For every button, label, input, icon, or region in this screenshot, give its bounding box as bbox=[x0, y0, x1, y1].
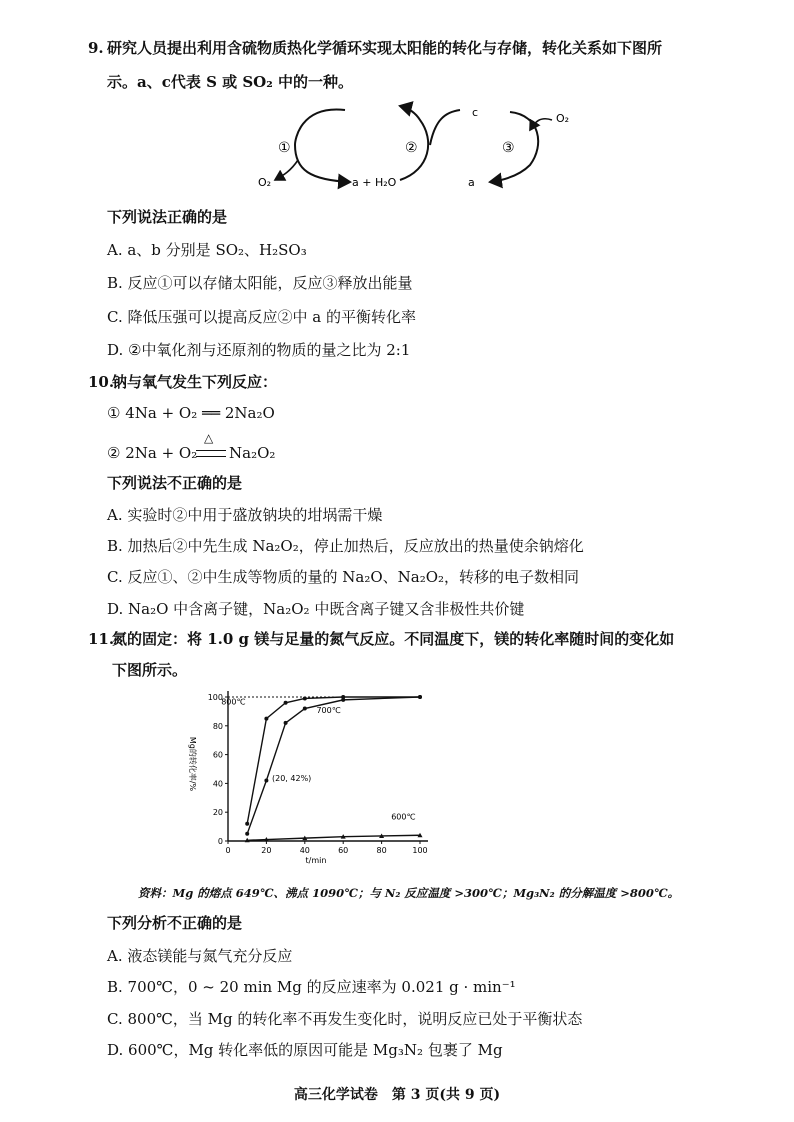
x-tick-label: 40 bbox=[299, 846, 310, 855]
step1-label: ① bbox=[278, 140, 291, 156]
q9-stem-line2: 示。a、c代表 S 或 SO₂ 中的一种。 bbox=[107, 73, 354, 91]
q10-option-d: D. Na₂O 中含离子键，Na₂O₂ 中既含离子键又含非极性共价键 bbox=[107, 600, 525, 618]
q11-prompt: 下列分析不正确的是 bbox=[107, 914, 243, 932]
q11-number: 11. bbox=[88, 630, 115, 648]
step2-label: ② bbox=[405, 140, 418, 156]
q10-option-b: B. 加热后②中先生成 Na₂O₂，停止加热后，反应放出的热量使余钠熔化 bbox=[107, 537, 584, 555]
x-axis-label: t/min bbox=[305, 856, 327, 865]
q11-option-c: C. 800℃，当 Mg 的转化率不再发生变化时，说明反应已处于平衡状态 bbox=[107, 1010, 583, 1028]
q10-number: 10. bbox=[88, 373, 115, 391]
chart-series bbox=[221, 695, 422, 842]
q11-option-a: A. 液态镁能与氮气充分反应 bbox=[107, 947, 293, 965]
x-tick-label: 80 bbox=[376, 846, 387, 855]
series-line-2 bbox=[247, 835, 420, 840]
point-annotation: (20, 42%) bbox=[272, 774, 312, 783]
y-tick-label: 80 bbox=[212, 721, 223, 731]
x-tick-label: 100 bbox=[412, 846, 428, 855]
data-point bbox=[264, 779, 268, 783]
series-label: 700℃ bbox=[316, 705, 341, 715]
q11-option-b: B. 700℃，0 ~ 20 min Mg 的反应速率为 0.021 g · min⁻¹ bbox=[107, 978, 516, 996]
q9-option-b: B. 反应①可以存储太阳能，反应③释放出能量 bbox=[107, 274, 413, 292]
y-tick-label: 100 bbox=[207, 693, 223, 702]
q9-cycle-diagram bbox=[240, 100, 580, 200]
y-tick-label: 60 bbox=[212, 750, 223, 760]
data-point bbox=[341, 698, 345, 702]
q9-prompt: 下列说法正确的是 bbox=[107, 208, 228, 226]
y-tick-label: 20 bbox=[212, 808, 223, 818]
y-tick-labels bbox=[208, 693, 228, 846]
data-point bbox=[303, 707, 307, 711]
x-tick-label: 0 bbox=[225, 846, 231, 855]
q10-reaction-2-equals bbox=[196, 450, 226, 457]
page-footer: 高三化学试卷 第 3 页(共 9 页) bbox=[293, 1087, 501, 1103]
cycle1-arrow bbox=[295, 110, 350, 182]
q11-data-note: 资料：Mg 的熔点 649℃、沸点 1090℃；与 N₂ 反应温度 >300℃；Mg₃N₂ 的分解温度 >800℃。 bbox=[138, 886, 680, 900]
step3-label: ③ bbox=[502, 140, 515, 156]
q9-option-a: A. a、b 分别是 SO₂、H₂SO₃ bbox=[107, 241, 307, 259]
y-tick-label: 40 bbox=[212, 779, 223, 789]
series-label: 800℃ bbox=[221, 697, 246, 707]
mg-conversion-chart bbox=[180, 683, 450, 865]
a-right-label: a bbox=[468, 176, 475, 189]
q9-option-c: C. 降低压强可以提高反应②中 a 的平衡转化率 bbox=[107, 308, 416, 326]
o2-input-arrow bbox=[530, 119, 552, 130]
data-point bbox=[245, 822, 249, 826]
q10-reaction-1: ① 4Na + O₂ ══ 2Na₂O bbox=[107, 404, 275, 422]
q10-reaction-2-right: Na₂O₂ bbox=[229, 444, 276, 462]
data-point bbox=[245, 832, 249, 836]
data-point bbox=[284, 721, 288, 725]
q11-stem-line1: 氮的固定：将 1.0 g 镁与足量的氮气反应。不同温度下，镁的转化率随时间的变化如 bbox=[112, 630, 675, 648]
q9-stem-line1: 研究人员提出利用含硫物质热化学循环实现太阳能的转化与存储，转化关系如下图所 bbox=[107, 39, 663, 57]
data-point bbox=[264, 717, 268, 721]
q10-stem: 钠与氧气发生下列反应： bbox=[112, 373, 278, 391]
series-label: 600℃ bbox=[391, 812, 416, 822]
o2-left-label: O₂ bbox=[258, 176, 272, 189]
q10-option-c: C. 反应①、②中生成等物质的量的 Na₂O、Na₂O₂，转移的电子数相同 bbox=[107, 568, 580, 586]
x-tick-labels bbox=[225, 841, 427, 855]
x-tick-label: 60 bbox=[338, 846, 349, 855]
q10-option-a: A. 实验时②中用于盛放钠块的坩埚需干燥 bbox=[107, 506, 383, 524]
a-h2o-label: a + H₂O bbox=[352, 176, 397, 189]
o2-release-arrow bbox=[275, 160, 298, 180]
c-top-label: c bbox=[472, 106, 479, 119]
cycle2-arrow-b bbox=[430, 110, 460, 145]
y-tick-label: 0 bbox=[217, 837, 223, 846]
q11-stem-line2: 下图所示。 bbox=[112, 661, 188, 679]
data-point bbox=[418, 695, 422, 699]
data-point bbox=[303, 696, 307, 700]
q9-option-d: D. ②中氧化剂与还原剂的物质的量之比为 2:1 bbox=[107, 341, 411, 359]
x-tick-label: 20 bbox=[261, 846, 272, 855]
q10-reaction-2-condition: △ bbox=[204, 431, 214, 445]
y-axis-label: Mg的转化率/% bbox=[188, 736, 197, 792]
q10-prompt: 下列说法不正确的是 bbox=[107, 474, 243, 492]
o2-right-label: O₂ bbox=[556, 112, 570, 125]
q9-number: 9. bbox=[88, 39, 104, 57]
q11-option-d: D. 600℃，Mg 转化率低的原因可能是 Mg₃N₂ 包裹了 Mg bbox=[107, 1041, 503, 1059]
data-point bbox=[284, 701, 288, 705]
q10-reaction-2-left: ② 2Na + O₂ bbox=[107, 444, 198, 462]
